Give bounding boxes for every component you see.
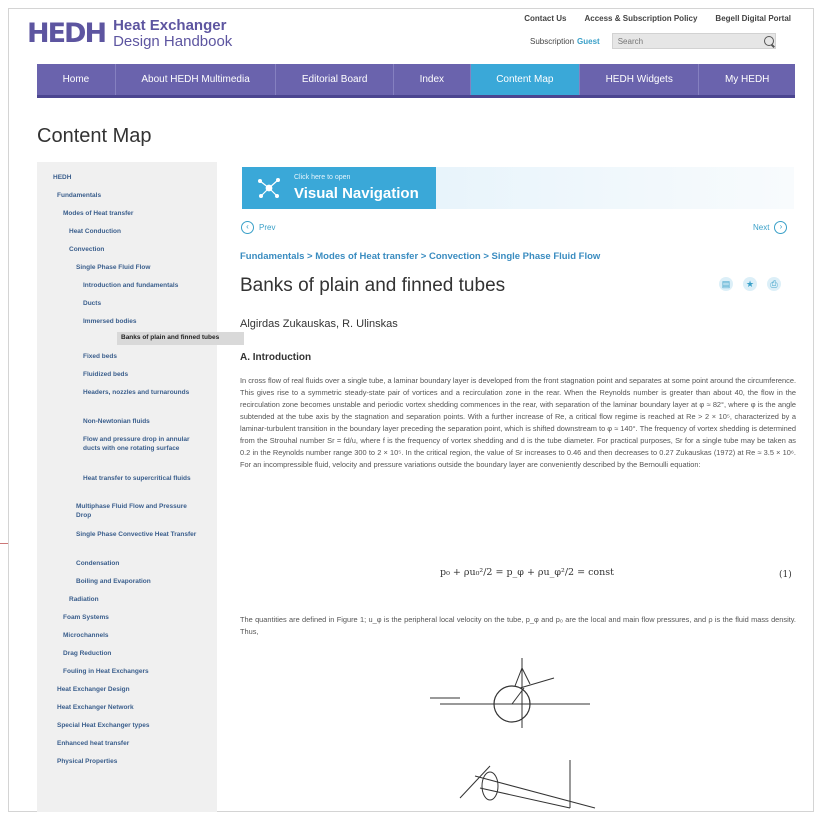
print-icon[interactable]: ⎙ xyxy=(767,277,781,291)
main-nav xyxy=(37,64,795,98)
tree-item[interactable]: Special Heat Exchanger types xyxy=(57,722,150,729)
tree-item[interactable]: Fouling in Heat Exchangers xyxy=(63,668,149,675)
tree-item[interactable]: Headers, nozzles and turnarounds xyxy=(83,389,190,396)
begell-portal-link[interactable]: Begell Digital Portal xyxy=(715,14,791,23)
tree-item[interactable]: Fluidized beds xyxy=(83,371,129,378)
nav-home[interactable]: Home xyxy=(37,64,116,95)
tree-item[interactable]: Enhanced heat transfer xyxy=(57,740,130,747)
subscription-label: Subscription xyxy=(530,36,575,46)
article-tools xyxy=(719,277,781,291)
tree-item[interactable]: Multiphase Fluid Flow and Pressure Drop xyxy=(76,503,187,519)
tree-item[interactable]: Foam Systems xyxy=(63,614,109,621)
breadcrumb[interactable]: Fundamentals > Modes of Heat transfer > Convection > Single Phase Fluid Flow xyxy=(240,251,601,262)
tree-item[interactable]: Heat Exchanger Network xyxy=(57,704,134,711)
tree-item[interactable]: Radiation xyxy=(69,596,99,603)
logo-mark: HEDH xyxy=(27,18,106,50)
logo-line2: Design Handbook xyxy=(113,32,233,50)
tree-item[interactable]: Heat transfer to supercritical fluids xyxy=(83,475,191,482)
chevron-left-icon: ‹ xyxy=(241,221,254,234)
prev-label: Prev xyxy=(259,223,276,232)
tree-item[interactable]: Convection xyxy=(69,246,105,253)
tree-item-current[interactable]: Banks of plain and finned tubes xyxy=(117,332,244,345)
tree-item[interactable]: Modes of Heat transfer xyxy=(63,210,134,217)
tree-item[interactable]: Condensation xyxy=(76,560,120,567)
subscription-row xyxy=(530,33,776,49)
tree-item[interactable]: Flow and pressure drop in annular ducts with one rotating surface xyxy=(83,436,190,452)
bernoulli-equation: p₀ + ρu₀²/2 = p_φ + ρu_φ²/2 = const xyxy=(440,567,614,578)
article-authors: Algirdas Zukauskas, R. Ulinskas xyxy=(240,318,398,330)
search-input[interactable] xyxy=(613,36,760,47)
next-label: Next xyxy=(753,223,770,232)
visual-nav-strip xyxy=(436,167,794,209)
tree-item[interactable]: Fixed beds xyxy=(83,353,117,360)
article-paragraph-2: The quantities are defined in Figure 1; u_φ is the peripheral local velocity on the tube, p_φ and p₀ are the local and main flow pressures, and ρ is the fluid mass density. Thus, xyxy=(240,615,796,636)
tree-item[interactable]: Ducts xyxy=(83,300,102,307)
nav-editorial-board[interactable]: Editorial Board xyxy=(276,64,394,95)
content-tree xyxy=(37,162,220,812)
top-links xyxy=(524,14,791,23)
chevron-right-icon: › xyxy=(774,221,787,234)
tree-item[interactable]: Heat Conduction xyxy=(69,228,121,235)
subscription-value[interactable]: Guest xyxy=(577,36,600,46)
section-heading: A. Introduction xyxy=(240,352,312,363)
page-title: Content Map xyxy=(37,125,152,147)
figure-1-diagram xyxy=(420,648,620,813)
tree-item[interactable]: Heat Exchanger Design xyxy=(57,686,130,693)
contact-us-link[interactable]: Contact Us xyxy=(524,14,567,23)
tree-item[interactable]: Single Phase Convective Heat Transfer xyxy=(76,531,197,538)
search-icon[interactable] xyxy=(764,36,774,46)
equation-number: (1) xyxy=(779,570,792,580)
next-link[interactable] xyxy=(753,221,787,234)
document-icon[interactable]: ▤ xyxy=(719,277,733,291)
nav-about[interactable]: About HEDH Multimedia xyxy=(116,64,277,95)
tree-item[interactable]: HEDH xyxy=(53,174,72,181)
search-box xyxy=(612,33,776,49)
logo-line1: Heat Exchanger xyxy=(113,17,227,34)
tree-item[interactable]: Physical Properties xyxy=(57,758,118,765)
tree-item[interactable]: Boiling and Evaporation xyxy=(76,578,151,585)
nav-index[interactable]: Index xyxy=(394,64,471,95)
network-icon xyxy=(256,175,282,201)
tree-item[interactable]: Non-Newtonian fluids xyxy=(83,418,150,425)
tree-item[interactable]: Drag Reduction xyxy=(63,650,112,657)
star-icon[interactable]: ★ xyxy=(743,277,757,291)
article-title: Banks of plain and finned tubes xyxy=(240,275,506,296)
tree-item[interactable]: Fundamentals xyxy=(57,192,102,199)
tree-item[interactable]: Microchannels xyxy=(63,632,109,639)
prev-link[interactable] xyxy=(241,221,275,234)
nav-widgets[interactable]: HEDH Widgets xyxy=(580,64,699,95)
access-policy-link[interactable]: Access & Subscription Policy xyxy=(584,14,698,23)
visual-nav-label: Visual Navigation xyxy=(294,185,419,202)
visual-nav-hint: Click here to open xyxy=(294,174,351,181)
nav-content-map[interactable]: Content Map xyxy=(471,64,580,95)
edge-mark xyxy=(0,543,8,544)
article-paragraph: In cross flow of real fluids over a single tube, a laminar boundary layer is developed from the front stagnation point and separates at some point around the circumference. This gives rise to a symmetric steady-state pair of vortices and a recirculation zone in the rear. When the Reynolds number is greater than about 40, the flow in the recirculation zone becomes unstable and periodic vortex shedding commences in the rear, with separation of the laminar boundary layer at φ ≈ 82°, where φ is the angle subtended at the tube axis by the stagnation and separation points. With a further increase of Re, a critical flow regime is reached at Re > 2 × 10⁵, characterized by a laminar-turbulent transition in the boundary layer preceding the separation point, which is shifted downstream to φ ≈ 140°. The frequency of vortex shedding is determined from the Strouhal number Sr = fd/u, where f is the frequency of vortex shedding and d is the tube diameter. For practical purposes, Sr for a single tube may be taken as 0.2 in the Reynolds number range 300 to 2 × 10⁵. In the critical region, the value of Sr increases to 0.46 and then decreases to 0.27 Zukauskas (1972) at Re ≈ 3.5 × 10⁶. For an incompressible fluid, velocity and pressure variations outside the boundary layer are conveniently described by the Bernoulli equation: xyxy=(240,376,796,469)
nav-my-hedh[interactable]: My HEDH xyxy=(724,74,770,85)
hedh-logo[interactable] xyxy=(27,18,232,50)
visual-navigation-button[interactable] xyxy=(242,167,436,209)
tree-item[interactable]: Introduction and fundamentals xyxy=(83,282,179,289)
tree-item[interactable]: Immersed bodies xyxy=(83,318,137,325)
tree-item[interactable]: Single Phase Fluid Flow xyxy=(76,264,151,271)
